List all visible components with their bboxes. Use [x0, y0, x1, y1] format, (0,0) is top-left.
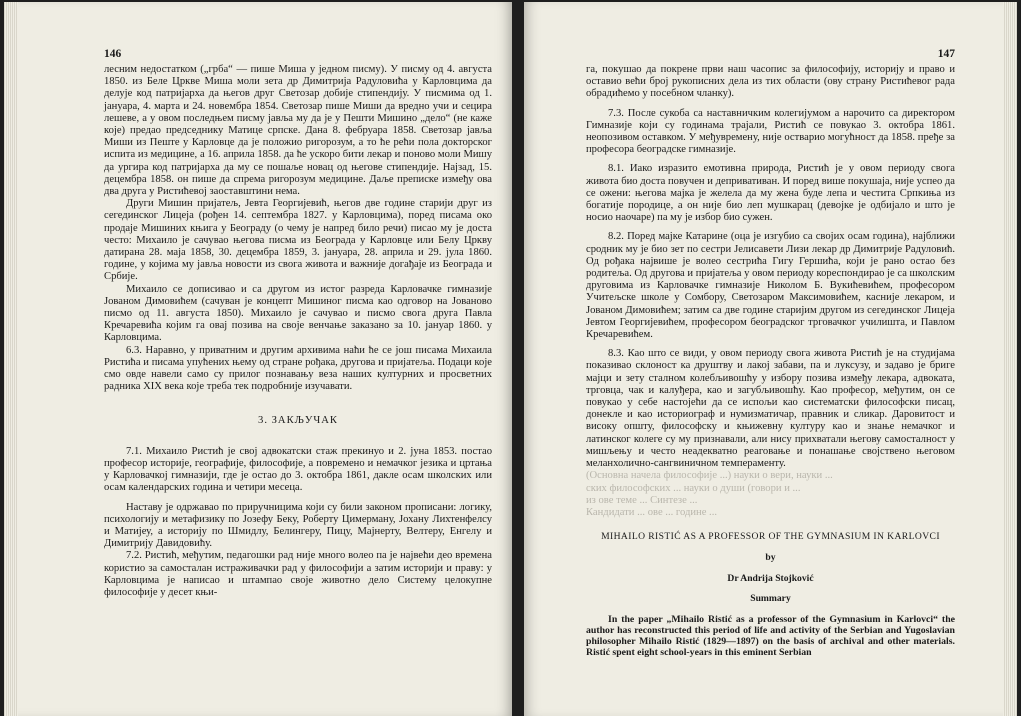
ghost-line: Кандидати ... ове ... године ... — [586, 506, 717, 518]
page-edge — [1003, 2, 1017, 716]
page-edge — [4, 2, 18, 716]
right-body — [586, 64, 955, 470]
page-number: 147 — [937, 48, 955, 60]
ghost-line: ских философских ... науки о души (говори и ... — [586, 482, 801, 494]
right-page — [524, 2, 1017, 716]
ghost-line: (Основна начела философије ...) науки о вери, науки ... — [586, 470, 833, 482]
ghost-line: из ове теме ... Синтезе ... — [586, 494, 698, 506]
paragraph: лесним недостатком („грба“ — пише Миша у једном писму). У писму од 4. августа 1850. из Беле Цркве Миша моли зета др Димитрија Радуловића у Карловцима да делује код патријарха да његов друг Светозар добије стипендију. У писмима од 1. јануара, 4. марта и 24. новембра 1854. Светозар пише Миши да вредно учи и сецира лешеве, а у овом последњем писму јавља му да је у Пешти Мишино „дело“ (не каже које) предао председнику Матице српске. Дана 8. фебруара 1858. Светозар јавља Миши из Пеште у Карловце да је положио ригорозум, а то ће рећи пола докторског испита из медицине, а 16. априла 1858. да ће ускоро бити лекар и поново моли Мишу да ургира код патријарха да му се пошаље новац од његове стипендије. Најзад, 15. децембра 1858. он пише да спрема ригорозум медицине. Даље преписке између ова два друга у Ристићевој заоставштини нема. — [104, 64, 492, 198]
paragraph: га, покушао да покрене први наш часопис за философију, историју и право и оставио већи број рукописних дела из тих области (ову страну Ристићевог рада обрадићемо у посебном чланку). — [586, 64, 955, 100]
show-through-text — [586, 470, 955, 519]
paragraph: 7.1. Михаило Ристић је свој адвокатски стаж прекинуо и 2. јуна 1853. постао професор историје, географије, философије, а повремено и немачког језика и цртања у Карловачкој гимназији, где је остао до 3. октобра 1861, дакле осам школских или осам календарских година и четири месеца. — [104, 445, 492, 494]
paragraph: 8.2. Поред мајке Катарине (оца је изгубио са својих осам година), најближи сродник му је био зет по сестри Јелисавети Лизи лекар др Димитрије Радуловић. Од рођака највише је волео сестрића Гигу Гершића, који је рано остао без родитеља. Од другова и пријатеља у овом периоду кореспондирао је са школским друговима из Карловачке гимназије Николом Б. Вукићевићем, професором Учитељске школе у Сомбору, Светозаром Максимовићем, касније лекаром, и Јованом Димовићем; затим са две године старијим другом из сегединског Лицеја Јевтом Георгијевићем, професором београдског трговачког училишта, и Павлом Кречаревићем. — [586, 231, 955, 341]
page-number: 146 — [104, 48, 122, 60]
summary-text — [586, 614, 955, 658]
left-body — [104, 64, 492, 599]
left-page — [4, 2, 512, 716]
paragraph: 8.1. Иако изразито емотивна природа, Ристић је у овом периоду свога живота био доста повучен и депривативан. И поред више покушаја, није успео да се ожени: његова мајка је желела да му жена буде лепа и честита Српкиња из богатије породице, а он није био леп мушкарац (девојке је одбијало и што је носио наочаре) па му је избор био сужен. — [586, 163, 955, 224]
paragraph: Михаило се дописивао и са другом из истог разреда Карловачке гимназије Јованом Димовићем (сачуван је концепт Мишиног писма као одговор на Јованово писмо од 11. августа 1850). Михаило је сачувао и писмо свога друга Павла Кречаревића којим га овај позива на своје венчање заказано за 10. јануар 1860. у Карловцима. — [104, 283, 492, 344]
paragraph: Наставу је одржавао по приручницима који су били законом прописани: логику, психологију и метафизику по Јозефу Беку, Роберту Цимерману, Јохану Лихтенфелсу и Матијеу, а историју по Шмидлу, Белингеру, Пицу, Мајнерту, Велтеру, Енгелу и Димитрију Давидовићу. — [104, 501, 492, 550]
paragraph: In the paper „Mihailo Ristić as a professor of the Gymnasium in Karlovci“ the author has reconstructed this period of life and activity of the Serbian and Yugoslavian philosopher Mihailo Ristić (1829—1897) on the basis of archival and other materials. Ristić spent eight school-years in this eminent Serbian — [586, 614, 955, 659]
english-by: by — [765, 552, 776, 564]
paragraph: 6.3. Наравно, у приватним и другим архивима наћи ће се још писама Михаила Ристића и писама упућених њему од стране рођака, другова и пријатеља. Подаци које смо овде навели само су прилог познавању веза наших културних и просветних радника XIX века које треба тек подробније изучавати. — [104, 344, 492, 393]
section-title: 3. ЗАКЉУЧАК — [258, 415, 338, 427]
paragraph: 7.3. После сукоба са наставничким колегијумом а нарочито са директором Гимназије који су годинама трајали, Ристић се повукао 3. октобра 1861. неопозивом оставком. У међувремену, није остварио могућност да 1858. пређе за професора београдске гимназије. — [586, 107, 955, 156]
summary-heading: Summary — [750, 593, 791, 605]
paragraph: Други Мишин пријатељ, Јевта Георгијевић, његов две године старији друг из сегединског Лицеја (рођен 14. септембра 1827. у Карловцима), поред писама око продаје Мишиних књига у Београду (о чему је напред било речи) писао му је доста често: Михаило је сачувао његова писма из Београда у Карловце или Белу Цркву датирана 28. маја 1858, 30. децембра 1859, 3. јануара, 28. априла и 29. јула 1860. године, у којима му јавља новости из свога живота и важније догађаје из Београда и Србије. — [104, 198, 492, 283]
english-author: Dr Andrija Stojković — [727, 573, 814, 585]
paragraph: 8.3. Као што се види, у овом периоду свога живота Ристић је на студијама показивао склоност ка друштву и лакој забави, па и луксузу, и задаво је бриге мајци и зету сталном колебљивошћу у избору позива између лекара, адвоката, трговца, чак и калуђера, као и загубљивошћу. Као професор, међутим, он се повукао у себе настојећи да се испољи као систематски философски писац, донекле и као историограф и нумизматичар, правник и сликар. Даровитост и високу општу, философску и књижевну културу као и знање немачког и латинског колеге су му признавали, али нису прихватали његову самосталност у мишљењу и често неадекватно реаговање и понашање својствено његовом меланхолично-сангвиничном темпераменту. — [586, 348, 955, 470]
english-title: MIHAILO RISTIĆ AS A PROFESSOR OF THE GYMNASIUM IN KARLOVCI — [601, 531, 940, 543]
paragraph: 7.2. Ристић, међутим, педагошки рад није много волео па је највећи део времена користио за самосталан истраживачки рад у философији а затим историји и праву: у Карловцима је написао и штампао своје животно дело Систему целокупне философије у десет књи- — [104, 550, 492, 598]
